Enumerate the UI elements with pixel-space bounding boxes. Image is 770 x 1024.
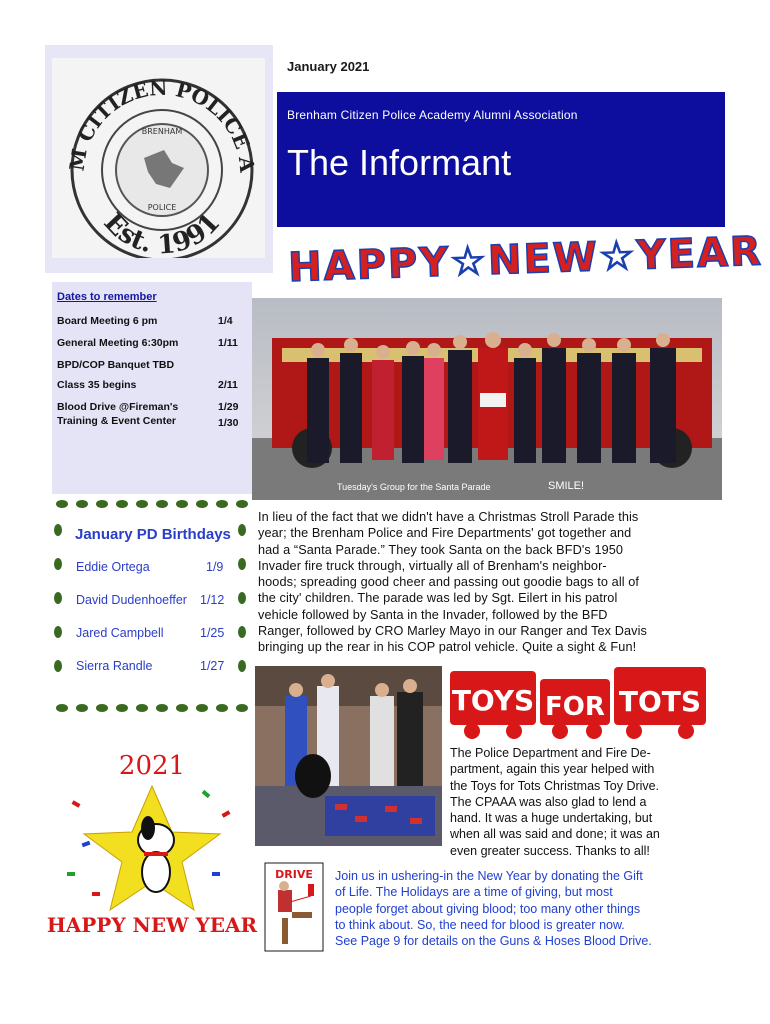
date-label: Class 35 begins (57, 379, 137, 391)
toys-logo-word-1: TOYS (451, 684, 535, 717)
blood-line: of Life. The Holidays are a time of giving, but most (335, 885, 613, 900)
blood-line: people forget about giving blood; too many other things (335, 901, 641, 916)
date-value: 1/29 (218, 401, 239, 413)
year-text: 2021 (118, 751, 186, 781)
new-year-2021-graphic (46, 742, 258, 942)
drive-label: DRIVE (275, 868, 313, 881)
birthdays-heading: January PD Birthdays (75, 526, 231, 543)
article-line: vehicle followed by Santa in the Invader, followed by the BFD (258, 607, 608, 622)
date-label: Blood Drive @Fireman's (57, 401, 179, 413)
birthday-date: 1/27 (200, 659, 225, 673)
dates-heading: Dates to remember (57, 291, 157, 303)
toys-for-tots-article (450, 745, 660, 859)
blood-line: Join us in ushering-in the New Year by donating the Gift (335, 869, 643, 883)
toys-for-tots-logo (448, 665, 720, 741)
newsletter-title: The Informant (287, 142, 512, 183)
toys-line: partment, again this year helped with (450, 762, 655, 777)
badge-text-top: BRENHAM (141, 127, 183, 136)
article-line: the city' children. The parade was led by Sgt. Eilert in his patrol (258, 591, 618, 606)
toys-line: the Toys for Tots Christmas Toy Drive. (450, 778, 660, 793)
article-line: bringing up the rear in his COP patrol vehicle. Quite a sight & Fun! (258, 640, 637, 655)
logo-top-text: M CITIZEN POLICE A (64, 75, 260, 174)
toys-line: when all was said and done; it was an (450, 827, 660, 842)
birthday-name: David Dudenhoeffer (76, 593, 187, 607)
date-value: 1/4 (218, 315, 233, 327)
date-label: BPD/COP Banquet TBD (57, 359, 175, 371)
logo-bottom-text: Est. 1991 (97, 207, 227, 258)
issue-date: January 2021 (287, 59, 370, 74)
birthday-name: Jared Campbell (76, 626, 164, 640)
toys-line: hand. It was a huge undertaking, but (450, 811, 653, 826)
toys-line: The CPAAA was also glad to lend a (450, 794, 647, 809)
parade-photo-caption: Tuesday's Group for the Santa Parade (337, 482, 491, 492)
date-value: 1/11 (218, 337, 238, 349)
blood-line: See Page 9 for details on the Guns & Hoses Blood Drive. (335, 934, 652, 949)
birthday-date: 1/25 (200, 626, 225, 640)
organization-name: Brenham Citizen Police Academy Alumni Association (287, 108, 578, 122)
santa-parade-photo (252, 298, 722, 500)
toys-logo-word-3: TOTS (618, 685, 702, 718)
toys-logo-word-2: FOR (545, 692, 605, 722)
birthday-name: Sierra Randle (76, 659, 153, 673)
date-label: Board Meeting 6 pm (57, 315, 158, 327)
blood-drive-image (264, 862, 324, 952)
article-line: hoods; spreading good cheer and passing out goodie bags to all of (258, 575, 640, 590)
article-line: year; the Brenham Police and Fire Departments' got together and (258, 526, 632, 541)
badge-text-bottom: POLICE (147, 203, 177, 212)
toys-line: The Police Department and Fire De- (450, 746, 651, 760)
article-line: had a “Santa Parade.” They took Santa on the back BFD's 1950 (258, 542, 624, 557)
article-line: Ranger, followed by CRO Marley Mayo in our Ranger and Tex Davis (258, 624, 647, 639)
birthday-date: 1/12 (200, 593, 225, 607)
article-line: In lieu of the fact that we didn't have a Christmas Stroll Parade this (258, 510, 639, 524)
blood-drive-article (335, 868, 652, 949)
academy-logo (52, 58, 265, 258)
article-line: Invader fire truck through, virtually all of Brenham's neighbor- (258, 558, 607, 573)
greeting-text: HAPPY NEW YEAR (46, 913, 258, 937)
happy-new-year-banner (282, 226, 764, 292)
date-label: Training & Event Center (57, 415, 177, 427)
date-label: General Meeting 6:30pm (57, 337, 179, 349)
date-value: 2/11 (218, 379, 238, 391)
santa-parade-article (258, 509, 728, 656)
toy-drive-photo (255, 666, 442, 846)
toys-line: even greater success. Thanks to all! (450, 843, 650, 858)
blood-line: to think about. So, the need for blood is greater now. (335, 917, 625, 932)
birthday-name: Eddie Ortega (76, 560, 150, 574)
banner-text: HAPPY☆NEW☆YEAR (287, 228, 764, 292)
birthday-date: 1/9 (206, 560, 224, 574)
parade-smile-text: SMILE! (548, 480, 585, 492)
date-value: 1/30 (218, 417, 239, 429)
